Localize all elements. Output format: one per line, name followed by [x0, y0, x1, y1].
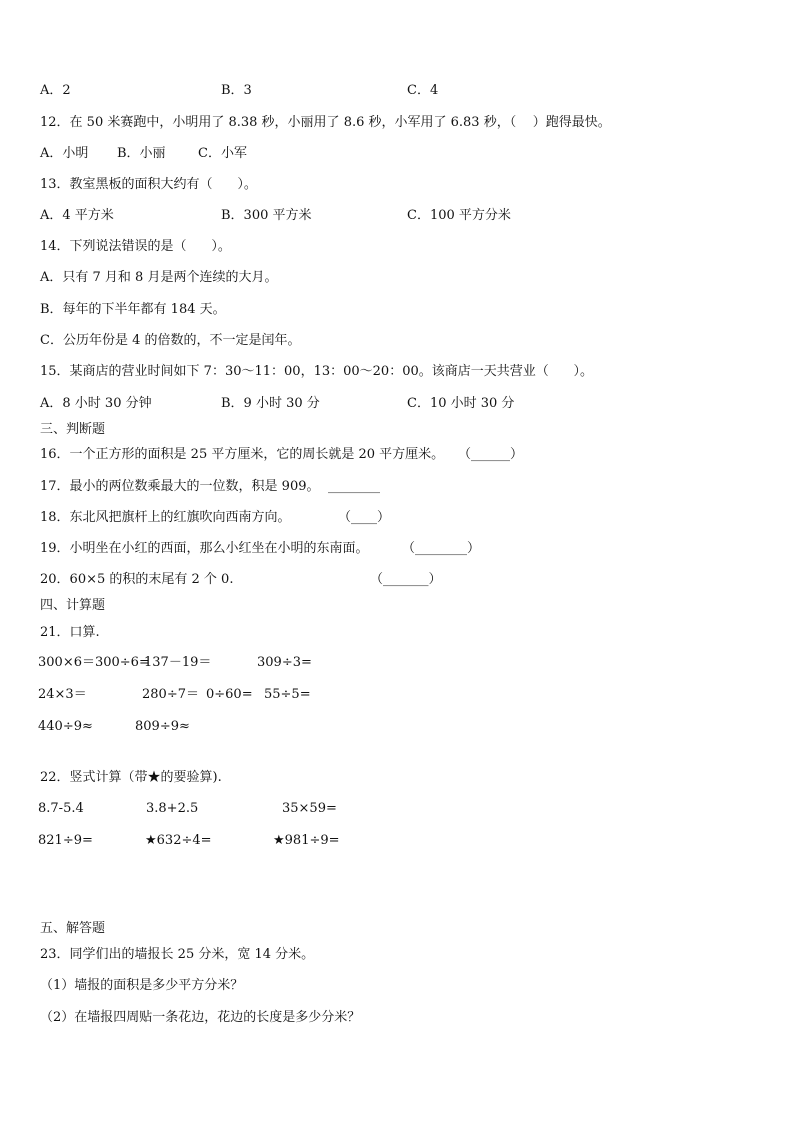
q22-title: 22．竖式计算（带★的要验算). — [40, 770, 222, 785]
q21-row-2 — [38, 686, 311, 704]
section-3-heading: 三、判断题 — [40, 422, 106, 437]
q21-item: 0÷60= — [206, 687, 253, 702]
q18-answer-blank[interactable]: （____） — [338, 510, 391, 525]
q22-item: 821÷9= — [38, 833, 93, 848]
q15-stem: 15．某商店的营业时间如下 7：30～11：00，13：00～20：00。该商店一天共营业（ ）。 — [40, 364, 594, 379]
q22-item: ★981÷9= — [273, 833, 340, 848]
q21-item: 809÷9≈ — [135, 719, 190, 734]
q12-option-b: B．小丽 — [117, 146, 166, 161]
q21-item: 300×6＝300÷6= — [38, 655, 150, 670]
q21-title: 21．口算. — [40, 625, 100, 640]
q16: 16．一个正方形的面积是 25 平方厘米，它的周长就是 20 平方厘米。 （______） — [40, 447, 524, 462]
q14-option-a: A．只有 7 月和 8 月是两个连续的大月。 — [40, 270, 278, 285]
q13-option-c: C．100 平方分米 — [407, 208, 511, 223]
q20-answer-blank[interactable]: （_______） — [370, 572, 442, 587]
q14-stem: 14．下列说法错误的是（ ）。 — [40, 239, 231, 254]
q21-item: 440÷9≈ — [38, 719, 93, 734]
q17: 17．最小的两位数乘最大的一位数，积是 909。 ________ — [40, 479, 380, 494]
q13-options — [40, 207, 511, 225]
q13-option-b: B．300 平方米 — [221, 208, 312, 223]
q21-row-1 — [38, 654, 312, 672]
q22-item: 8.7-5.4 — [38, 801, 84, 816]
q15-option-a: A．8 小时 30 分钟 — [40, 396, 152, 411]
q17-answer-blank[interactable]: ________ — [328, 479, 380, 494]
q21-item: 55÷5= — [264, 687, 311, 702]
q22-item: ★632÷4= — [145, 833, 212, 848]
q12-option-a: A．小明 — [40, 146, 89, 161]
q21-item: 309÷3= — [257, 655, 312, 670]
q13-stem: 13．教室黑板的面积大约有（ ）。 — [40, 177, 257, 192]
q11-option-b: B．3 — [221, 83, 252, 98]
q21-row-3 — [38, 718, 190, 736]
q11-option-a: A．2 — [40, 83, 71, 98]
q21-item: 24×3＝ — [38, 687, 87, 702]
q19: 19．小明坐在小红的西面，那么小红坐在小明的东南面。 （________） — [40, 541, 481, 556]
q22-row-2 — [38, 832, 340, 850]
q21-item: 280÷7＝ — [142, 687, 199, 702]
q22-item: 35×59= — [282, 801, 337, 816]
q14-option-b: B．每年的下半年都有 184 天。 — [40, 302, 226, 317]
section-5-heading: 五、解答题 — [40, 921, 106, 936]
q18: 18．东北风把旗杆上的红旗吹向西南方向。 （____） — [40, 510, 391, 525]
q16-answer-blank[interactable]: （______） — [458, 447, 524, 462]
q14-option-c: C．公历年份是 4 的倍数的，不一定是闰年。 — [40, 333, 301, 348]
q12-option-c: C．小军 — [198, 146, 247, 161]
q22-row-1 — [38, 800, 337, 818]
q11-option-c: C．4 — [407, 83, 439, 98]
q23-stem: 23．同学们出的墙报长 25 分米，宽 14 分米。 — [40, 947, 315, 962]
q15-option-b: B．9 小时 30 分 — [221, 396, 320, 411]
q23-sub-1: （1）墙报的面积是多少平方分米？ — [40, 978, 244, 993]
q23-sub-2: （2）在墙报四周贴一条花边，花边的长度是多少分米？ — [40, 1010, 361, 1025]
q12-options — [40, 145, 247, 163]
q19-answer-blank[interactable]: （________） — [402, 541, 481, 556]
section-4-heading: 四、计算题 — [40, 598, 106, 613]
q11-options — [40, 82, 439, 100]
q20: 20．60×5 的积的末尾有 2 个 0. （_______） — [40, 572, 442, 587]
q15-options — [40, 395, 515, 413]
q12-stem: 12．在 50 米赛跑中，小明用了 8.38 秒，小丽用了 8.6 秒，小军用了 6.83 秒，（ ）跑得最快。 — [40, 115, 611, 130]
q15-option-c: C．10 小时 30 分 — [407, 396, 515, 411]
q21-item: 137－19＝ — [144, 655, 212, 670]
q22-item: 3.8+2.5 — [146, 801, 199, 816]
q13-option-a: A．4 平方米 — [40, 208, 114, 223]
